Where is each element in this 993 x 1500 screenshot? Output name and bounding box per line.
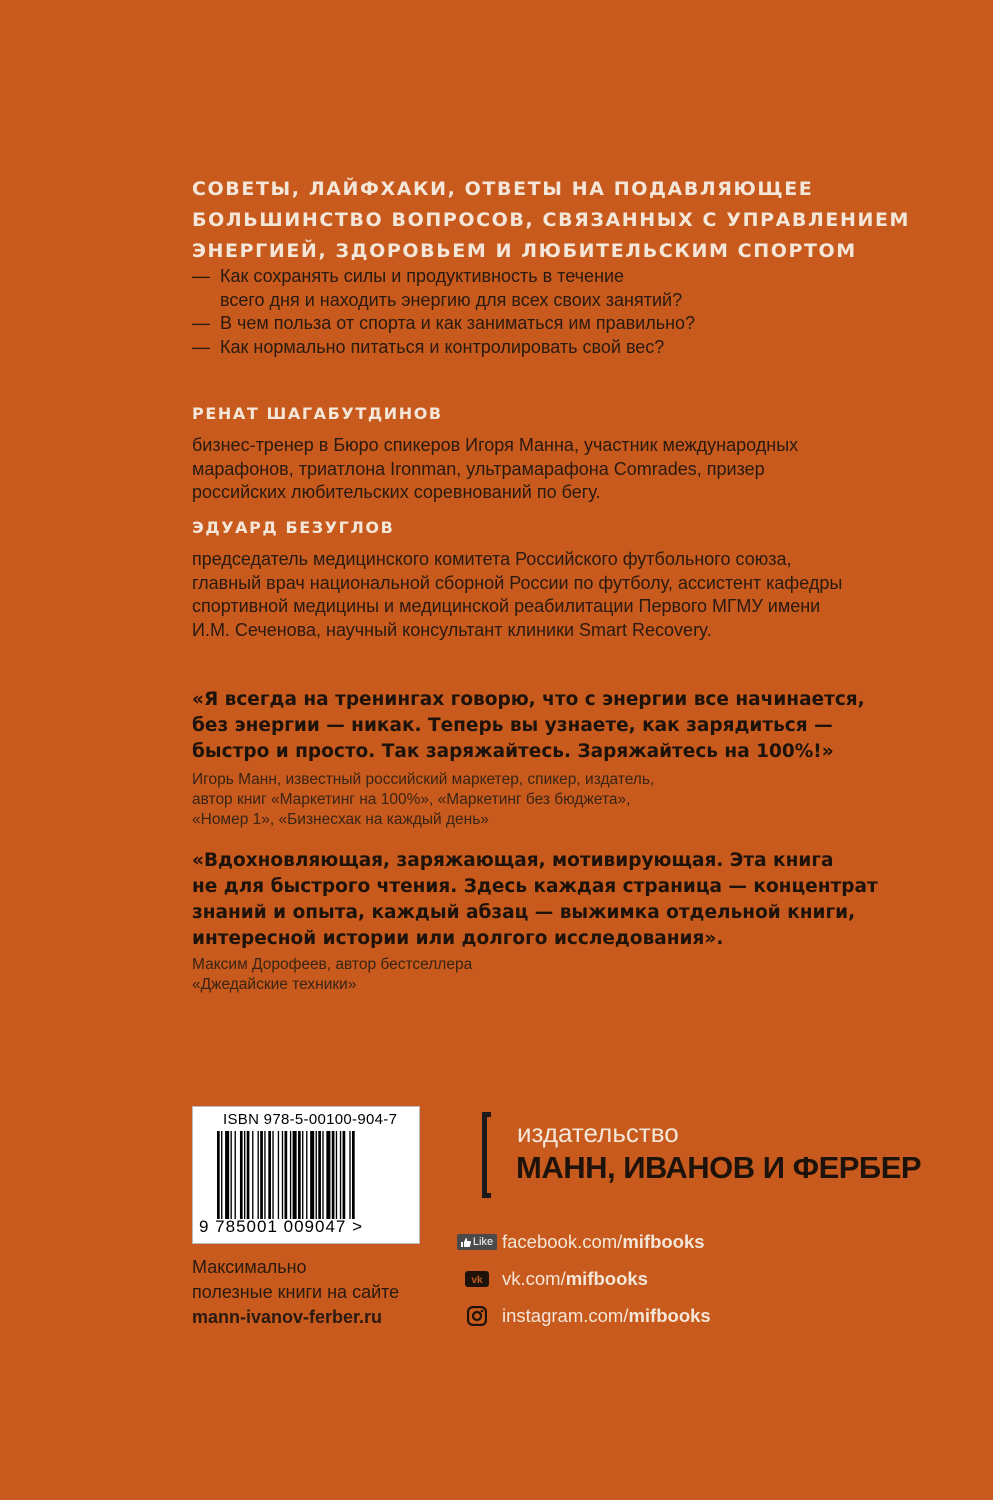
site-line: Максимально	[192, 1257, 307, 1277]
question-line: В чем польза от спорта и как заниматься им правильно?	[220, 313, 696, 333]
barcode	[192, 1106, 420, 1244]
quote-line: без энергии — никак. Теперь вы узнаете, как зарядиться —	[192, 715, 833, 736]
question-item	[192, 336, 812, 360]
attribution-line: Игорь Манн, известный российский маркетер, спикер, издатель,	[192, 771, 655, 788]
bio-line: российских любительских соревнований по бегу.	[192, 482, 601, 502]
site-line: полезные книги на сайте	[192, 1282, 400, 1302]
question-line: Как сохранять силы и продуктивность в течение	[220, 266, 625, 286]
bracket-icon	[482, 1112, 491, 1198]
quote-attribution	[192, 770, 812, 830]
quote-line: «Я всегда на тренингах говорю, что с энергии все начинается,	[192, 689, 865, 710]
bio-line: спортивной медицины и медицинской реабилитации Первого МГМУ имени	[192, 596, 821, 616]
like-label: Like	[472, 1236, 494, 1248]
dash: —	[192, 266, 210, 286]
isbn-label: ISBN 978-5-00100-904-7	[223, 1111, 398, 1128]
social-handle: mifbooks	[622, 1231, 705, 1252]
question-line: Как нормально питаться и контролировать свой вес?	[220, 336, 665, 357]
social-instagram[interactable]	[452, 1305, 711, 1327]
headline-line: БОЛЬШИНСТВО ВОПРОСОВ, СВЯЗАННЫХ С УПРАВЛЕНИЕМ	[192, 209, 911, 231]
headline	[192, 174, 911, 267]
bio-line: председатель медицинского комитета Российского футбольного союза,	[192, 549, 792, 569]
question-item	[192, 265, 812, 312]
social-domain: vk.com/	[502, 1268, 566, 1289]
author-bio	[192, 434, 872, 505]
site-promo	[192, 1255, 399, 1330]
quote	[192, 687, 872, 765]
quote-line: знаний и опыта, каждый абзац — выжимка отдельной книги,	[192, 902, 856, 923]
quote-line: не для быстрого чтения. Здесь каждая страница — концентрат	[192, 876, 878, 897]
social-handle: mifbooks	[628, 1305, 711, 1326]
question-list	[192, 265, 812, 359]
social-facebook[interactable]	[452, 1231, 705, 1253]
attribution-line: Максим Дорофеев, автор бестселлера	[192, 956, 473, 973]
quote-line: быстро и просто. Так заряжайтесь. Заряжайтесь на 100%!»	[192, 741, 834, 762]
headline-line: ЭНЕРГИЕЙ, ЗДОРОВЬЕМ И ЛЮБИТЕЛЬСКИМ СПОРТОМ	[192, 240, 857, 262]
author-name: РЕНАТ ШАГАБУТДИНОВ	[192, 404, 443, 423]
social-vk[interactable]	[452, 1268, 648, 1290]
barcode-bars-icon	[217, 1131, 395, 1219]
author-name: ЭДУАРД БЕЗУГЛОВ	[192, 518, 395, 537]
social-domain: instagram.com/	[502, 1305, 629, 1326]
bio-line: главный врач национальной сборной России по футболу, ассистент кафедры	[192, 572, 843, 593]
quote-attribution	[192, 955, 812, 995]
attribution-line: «Номер 1», «Бизнесхак на каждый день»	[192, 811, 489, 828]
headline-line: СОВЕТЫ, ЛАЙФХАКИ, ОТВЕТЫ НА ПОДАВЛЯЮЩЕЕ	[192, 178, 814, 200]
quote-line: интересной истории или долгого исследования».	[192, 928, 724, 949]
like-badge	[457, 1234, 497, 1250]
vk-icon	[452, 1271, 502, 1287]
bio-line: марафонов, триатлона Ironman, ультрамарафона Comrades, призер	[192, 458, 765, 479]
site-url-link[interactable]: mann-ivanov-ferber.ru	[192, 1307, 383, 1327]
dash: —	[192, 313, 210, 333]
author-bio	[192, 548, 872, 642]
attribution-line: «Джедайские техники»	[192, 976, 357, 993]
barcode-digits: 9 785001 009047 >	[199, 1217, 364, 1236]
bio-line: И.М. Сеченова, научный консультант клиники Smart Recovery.	[192, 619, 712, 640]
dash: —	[192, 336, 210, 357]
attribution-line: автор книг «Маркетинг на 100%», «Маркетинг без бюджета»,	[192, 791, 631, 808]
publisher-name: МАНН, ИВАНОВ И ФЕРБЕР	[516, 1150, 922, 1185]
publisher-label: издательство	[517, 1118, 679, 1148]
question-line: всего дня и находить энергию для всех своих занятий?	[220, 289, 683, 310]
instagram-icon	[452, 1306, 502, 1326]
svg-text:vk: vk	[471, 1275, 483, 1286]
social-domain: facebook.com/	[502, 1231, 623, 1252]
bio-line: бизнес-тренер в Бюро спикеров Игоря Манна, участник международных	[192, 435, 799, 455]
quote	[192, 848, 878, 952]
question-item	[192, 312, 812, 336]
social-handle: mifbooks	[565, 1268, 648, 1289]
facebook-like-icon	[452, 1234, 502, 1250]
quote-line: «Вдохновляющая, заряжающая, мотивирующая. Эта книга	[192, 850, 834, 871]
